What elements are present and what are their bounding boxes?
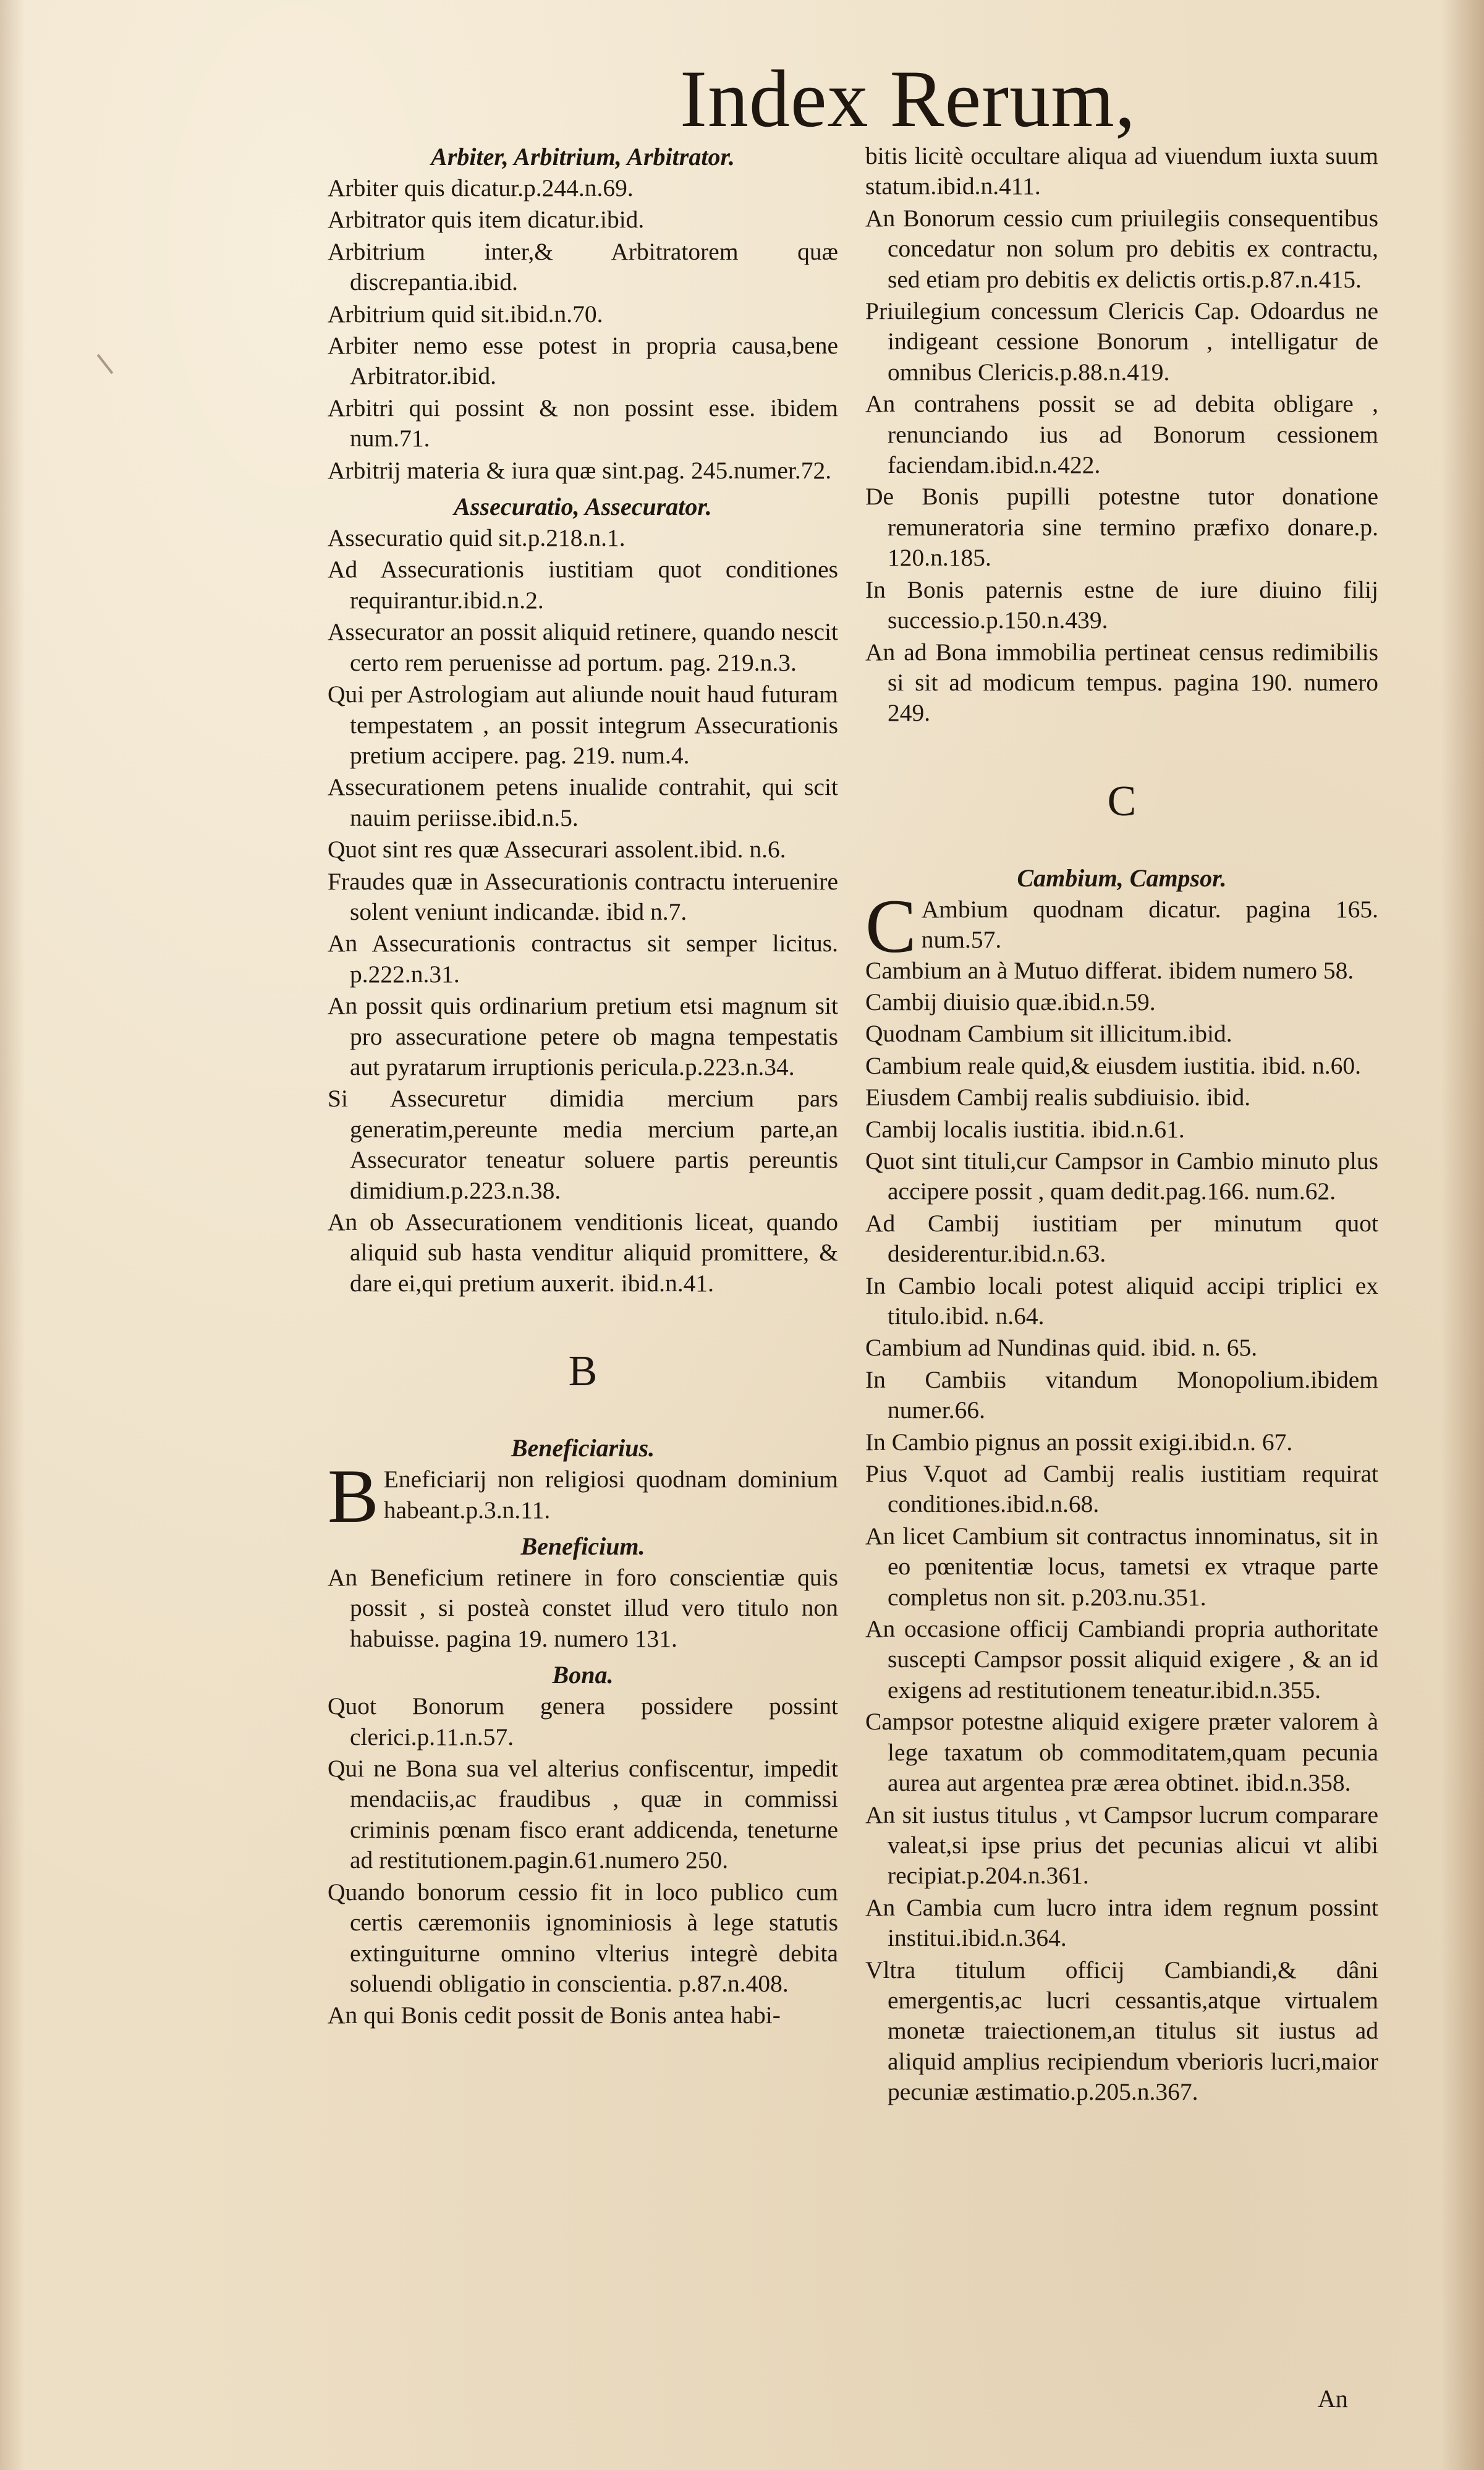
left-column [328,141,838,2032]
index-entry: Campsor potestne aliquid exigere præter valorem à lege taxatum ob commoditatem,quam pecunia aurea aut argentea præ ærea obtinet. ibid.n.358. [865,1708,1378,1797]
index-entry: Assecurationem petens inualide contrahit, qui scit nauim periisse.ibid.n.5. [328,773,838,831]
index-entry: Fraudes quæ in Assecurationis contractu interuenire solent veniunt indicandæ. ibid n.7. [328,867,838,925]
index-entry: An Bonorum cessio cum priuilegiis consequentibus concedatur non solum pro debitis ex contractu, sed etiam pro debitis ex delictis ortis.p.87.n.415. [865,204,1378,293]
page-shadow-left [0,0,25,2470]
letter-heading: C [1107,777,1137,825]
index-entry: An qui Bonis cedit possit de Bonis antea habi- [328,2001,781,2029]
index-entry: Ad Cambij iustitiam per minutum quot desiderentur.ibid.n.63. [865,1209,1378,1268]
drop-cap: B [328,1454,379,1539]
index-entry: Assecurator an possit aliquid retinere, quando nescit certo rem peruenisse ad portum. pag. 219.n.3. [328,618,838,676]
index-entry: An contrahens possit se ad debita obligare , renunciando ius ad Bonorum cessionem faciendam.ibid.n.422. [865,390,1378,479]
index-entry: Priuilegium concessum Clericis Cap. Odoardus ne indigeant cessione Bonorum , intelligatur de omnibus Clericis.p.88.n.419. [865,297,1378,386]
index-entry: Qui per Astrologiam aut aliunde nouit haud futuram tempestatem , an possit integrum Assecurationis pretium accipere. pag. 219. num.4. [328,681,838,769]
index-entry: De Bonis pupilli potestne tutor donatione remuneratoria sine termino præfixo donare.p. 120.n.185. [865,483,1378,572]
index-entry: An Assecurationis contractus sit semper licitus. p.222.n.31. [328,930,838,988]
index-entry: Quodnam Cambium sit illicitum.ibid. [865,1020,1232,1048]
index-entry: Cambij localis iustitia. ibid.n.61. [865,1115,1185,1143]
index-entry: An ad Bona immobilia pertineat census redimibilis si sit ad modicum tempus. pagina 190. numero 249. [865,638,1378,727]
index-entry: Arbiter quis dicatur.p.244.n.69. [328,174,634,202]
index-entry: In Cambio pignus an possit exigi.ibid.n. 67. [865,1428,1293,1456]
index-entry: An licet Cambium sit contractus innominatus, sit in eo pœnitentiæ locus, tametsi ex vtraque parte completus non sit. p.203.nu.351. [865,1522,1378,1611]
index-entry: Arbiter nemo esse potest in propria causa,bene Arbitrator.ibid. [328,332,838,390]
index-entry: Pius V.quot ad Cambij realis iustitiam requirat conditiones.ibid.n.68. [865,1460,1378,1518]
section-heading: Arbiter, Arbitrium, Arbitrator. [431,143,735,171]
index-entry: Quot sint tituli,cur Campsor in Cambio minuto plus accipere possit , quam dedit.pag.166. num.62. [865,1147,1378,1205]
index-entry: An Beneficium retinere in foro conscientiæ quis possit , si posteà constet illud vero titulo non habuisse. pagina 19. numero 131. [328,1564,838,1652]
index-entry: An possit quis ordinarium pretium etsi magnum sit pro assecuratione petere ob magna tempestatis aut pyratarum irruptionis pericula.p.223.n.34. [328,992,838,1080]
index-entry: Eiusdem Cambij realis subdiuisio. ibid. [865,1084,1251,1111]
index-entry: Ad Assecurationis iustitiam quot conditiones requirantur.ibid.n.2. [328,556,838,614]
entry-text: Ambium quodnam dicatur. pagina 165. num.57. [921,895,1378,954]
index-entry: Quot Bonorum genera possidere possint clerici.p.11.n.57. [328,1692,838,1751]
index-entry: Cambium an à Mutuo differat. ibidem numero 58. [865,956,1354,984]
index-entry: Cambium reale quid,& eiusdem iustitia. ibid. n.60. [865,1051,1361,1079]
index-entry: In Cambiis vitandum Monopolium.ibidem numer.66. [865,1365,1378,1424]
catchword: An [1318,2385,1348,2413]
index-entry: Quando bonorum cessio fit in loco publico cum certis cæremoniis ignominiosis à lege statutis extinguiturne omnino vlterius integrè debita soluendi obligatio in conscientia. p.87.n.408. [328,1878,838,1997]
section-heading: Cambium, Campsor. [1017,864,1227,892]
index-entry: bitis licitè occultare aliqua ad viuendum iuxta suum statum.ibid.n.411. [865,142,1378,200]
section-heading: Bona. [552,1661,614,1689]
index-entry: Arbitrium inter,& Arbitratorem quæ discrepantia.ibid. [328,237,838,296]
index-entry [328,1454,838,1539]
section-heading: Beneficiarius. [511,1434,655,1462]
entry-text: Eneficiarij non religiosi quodnam dominium habeant.p.3.n.11. [383,1466,838,1524]
section-heading: Beneficium. [520,1532,645,1561]
index-entry: Arbitri qui possint & non possint esse. ibidem num.71. [328,394,838,452]
index-entry: An ob Assecurationem venditionis liceat, quando aliquid sub hasta venditur aliquid promittere, & dare ei,qui pretium auxerit. ibid.n.41. [328,1208,838,1297]
index-entry: Qui ne Bona sua vel alterius confiscentur, impedit mendaciis,ac fraudibus , quæ in commissi criminis pœnam fisco erant addicenda, teneturne ad restitutionem.pagin.61.numero 250. [328,1755,838,1874]
running-head: Index Rerum, [680,53,1136,144]
index-entry: Quot sint res quæ Assecurari assolent.ibid. n.6. [328,836,786,864]
right-column [865,141,1378,2109]
index-entry: An Cambia cum lucro intra idem regnum possint institui.ibid.n.364. [865,1893,1378,1952]
letter-heading: B [568,1347,598,1396]
index-entry: Cambium ad Nundinas quid. ibid. n. 65. [865,1334,1258,1362]
section-heading: Assecuratio, Assecurator. [454,493,712,521]
index-entry: Assecuratio quid sit.p.218.n.1. [328,524,625,552]
index-entry: In Cambio locali potest aliquid accipi triplici ex titulo.ibid. n.64. [865,1271,1378,1330]
index-entry: Si Assecuretur dimidia mercium pars generatim,pereunte media mercium parte,an Assecurator teneatur soluere partis pereuntis dimidium.p.223.n.38. [328,1085,838,1204]
index-entry: Arbitrator quis item dicatur.ibid. [328,206,645,234]
ink-mark [97,354,114,374]
page-shadow-right [1441,0,1484,2470]
drop-cap: C [865,883,917,969]
index-entry: Vltra titulum officij Cambiandi,& dâni emergentis,ac lucri cessantis,atque virtualem monetæ traiectionem,an titulus sit iustus ad aliquid amplius recipiendum vberioris lucri,maior pecuniæ æstimatio.p.205.n.367. [865,1956,1378,2106]
index-entry: An sit iustus titulus , vt Campsor lucrum comparare valeat,si ipse prius det pecunias alicui vt alibi recipiat.p.204.n.361. [865,1801,1378,1890]
index-entry: Arbitrium quid sit.ibid.n.70. [328,300,603,328]
index-entry: An occasione officij Cambiandi propria authoritate suscepti Campsor possit aliquid exigere , & an id exigens ad restitutionem teneatur.ibid.n.355. [865,1615,1378,1704]
index-entry: Cambij diuisio quæ.ibid.n.59. [865,988,1156,1016]
index-entry: In Bonis paternis estne de iure diuino filij successio.p.150.n.439. [865,575,1378,634]
index-entry [865,883,1378,969]
index-entry: Arbitrij materia & iura quæ sint.pag. 245.numer.72. [328,456,832,484]
